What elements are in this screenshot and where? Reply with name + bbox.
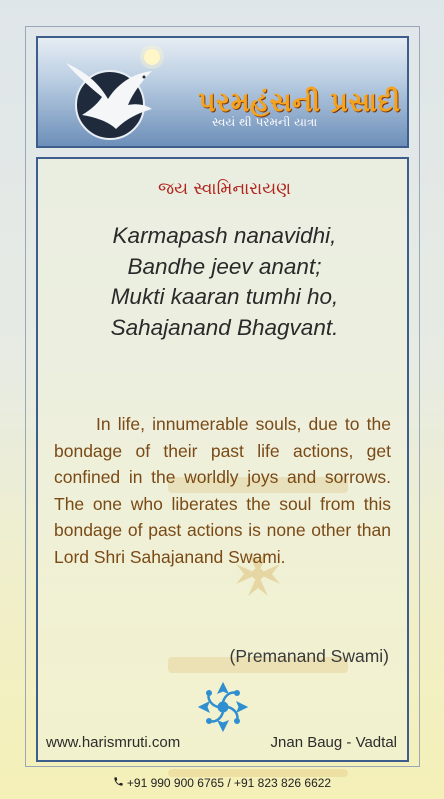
location-label: Jnan Baug - Vadtal (270, 734, 397, 751)
verse-line: Sahajanand Bhagvant. (110, 314, 339, 340)
author-attribution: (Premanand Swami) (229, 646, 389, 666)
website-link[interactable]: www.harismruti.com (46, 734, 181, 751)
meaning-paragraph: In life, innumerable souls, due to the bondage of their past life actions, get confined in the worldly joys and sorrows. The one who liberates the soul from this bondage of past actions is none other than Lord Shri Sahajanand Swami. (54, 414, 391, 567)
header-banner (36, 36, 409, 148)
verse-line: Bandhe jeev anant; (127, 253, 322, 279)
swastik-emblem (195, 679, 251, 735)
greeting: જય સ્વામિનારાયણ (158, 179, 291, 199)
verse (38, 221, 411, 343)
verse-line: Mukti kaaran tumhi ho, (110, 284, 339, 309)
banner-subtitle: સ્વયં થી પરમની યાત્રા (212, 115, 318, 129)
banner-title: પરમહંસની પ્રસાદી (198, 87, 401, 118)
phone-footer (0, 776, 444, 790)
phone-icon (113, 776, 124, 790)
quote-card (36, 157, 409, 762)
dove-logo (48, 43, 172, 147)
verse-line: Karmapash nanavidhi, (112, 223, 337, 248)
phone-numbers: +91 990 900 6765 / +91 823 826 6622 (126, 776, 332, 790)
